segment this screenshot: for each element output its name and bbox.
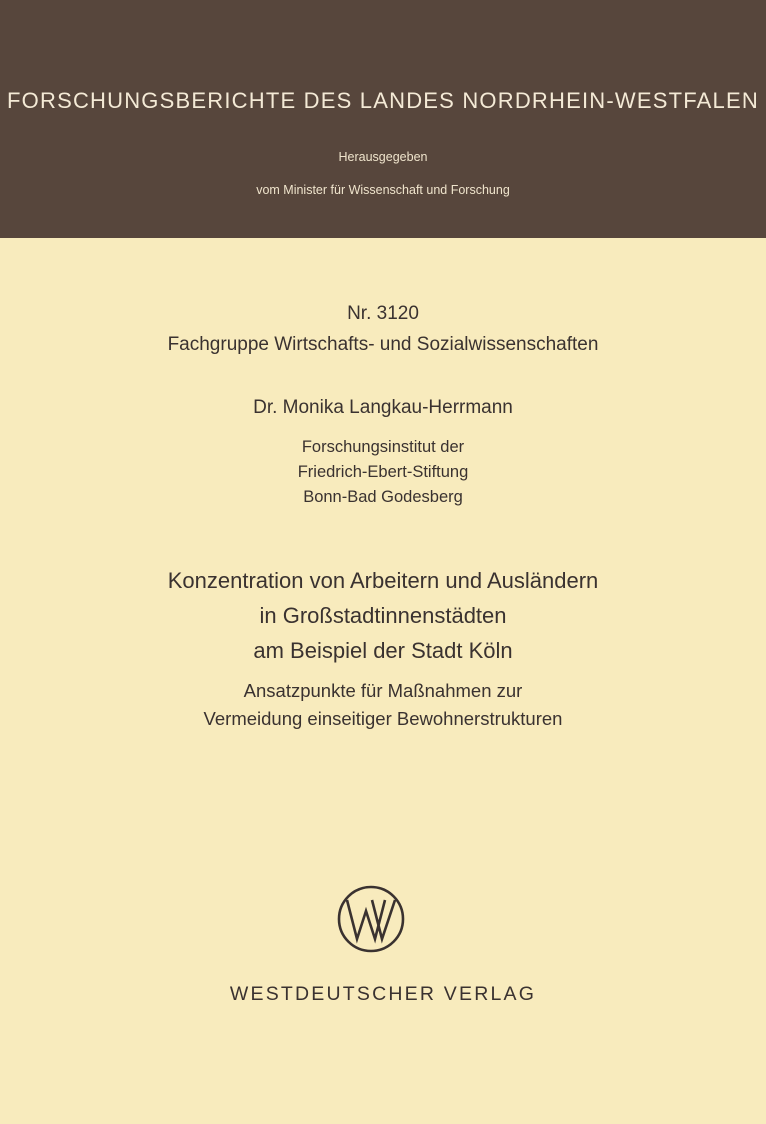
editor-line-2: vom Minister für Wissenschaft und Forschung [256,183,510,197]
subject-group: Fachgruppe Wirtschafts- und Sozialwissenschaften [167,334,599,355]
report-number: Nr. 3120 [347,303,419,324]
book-title-line: Konzentration von Arbeitern und Ausländern [167,568,599,593]
book-title-line: am Beispiel der Stadt Köln [253,638,513,663]
publisher-name: WESTDEUTSCHER VERLAG [229,983,537,1005]
book-subtitle-line: Vermeidung einseitiger Bewohnerstrukturen [203,708,563,729]
book-subtitle-line: Ansatzpunkte für Maßnahmen zur [243,680,523,701]
author-name: Dr. Monika Langkau-Herrmann [253,397,513,418]
series-title: FORSCHUNGSBERICHTE DES LANDES NORDRHEIN-WESTFALEN [7,88,759,113]
header-band [0,0,766,238]
book-title-line: in Großstadtinnenstädten [259,603,507,628]
affiliation-line: Friedrich-Ebert-Stiftung [297,463,469,481]
affiliation-line: Forschungsinstitut der [301,438,465,456]
editor-line-1: Herausgegeben [338,150,428,164]
affiliation-line: Bonn-Bad Godesberg [303,488,463,506]
wv-circle-logo-icon [336,884,406,954]
